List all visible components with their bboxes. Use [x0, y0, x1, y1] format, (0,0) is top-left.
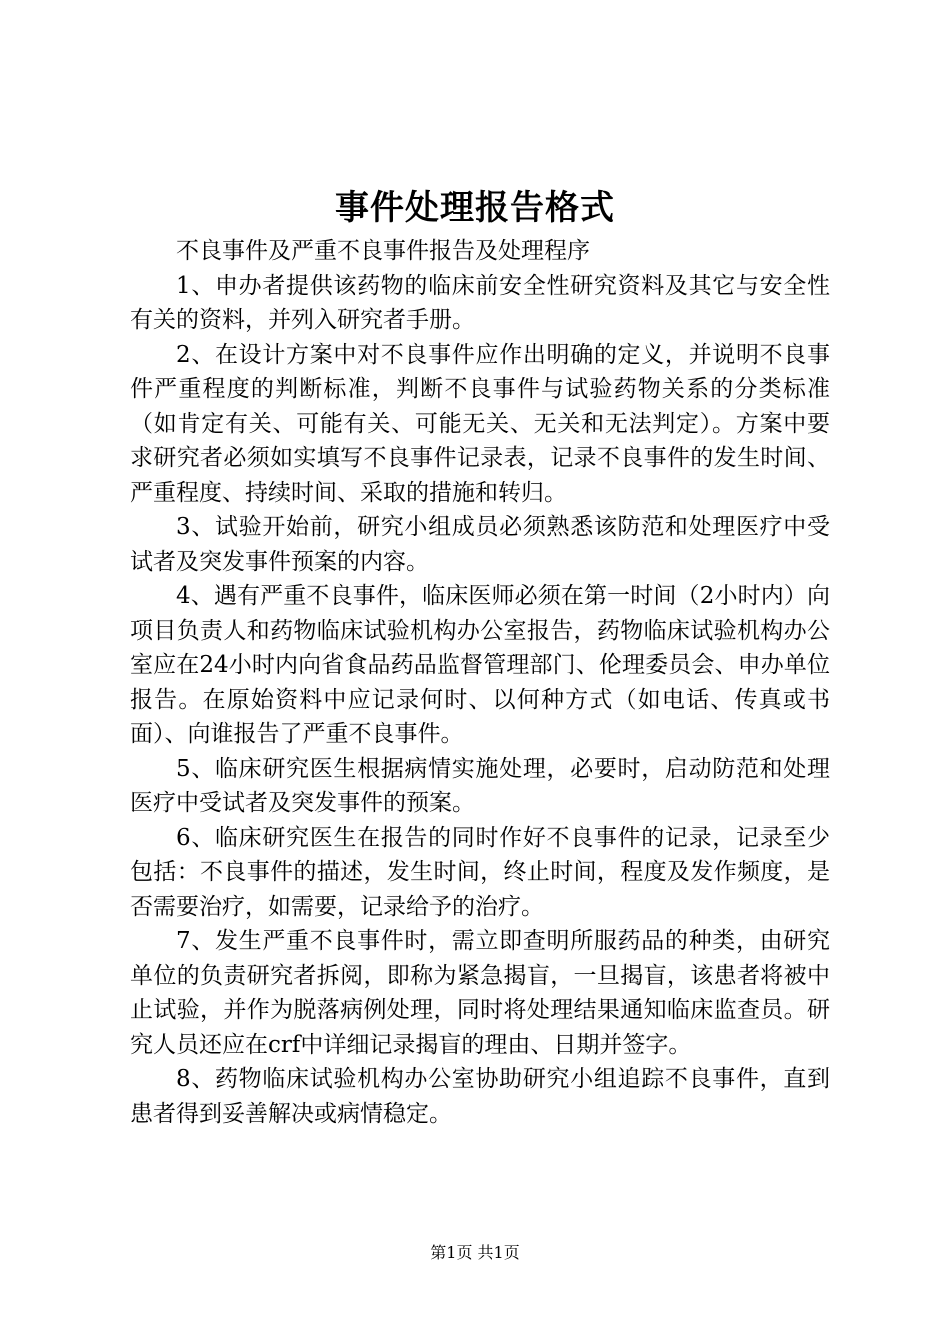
- document-body: [130, 234, 830, 1131]
- paragraph-item-5: 5、临床研究医生根据病情实施处理，必要时，启动防范和处理医疗中受试者及突发事件的预案。: [130, 755, 830, 816]
- page-footer: 第1页 共1页: [430, 1243, 520, 1262]
- paragraph-item-1: 1、申办者提供该药物的临床前安全性研究资料及其它与安全性有关的资料，并列入研究者手册。: [130, 272, 830, 333]
- paragraph-item-3: 3、试验开始前，研究小组成员必须熟悉该防范和处理医疗中受试者及突发事件预案的内容。: [130, 514, 830, 575]
- paragraph-item-6: 6、临床研究医生在报告的同时作好不良事件的记录，记录至少包括：不良事件的描述，发生时间，终止时间，程度及发作频度，是否需要治疗，如需要，记录给予的治疗。: [130, 824, 830, 920]
- paragraph-item-2: 2、在设计方案中对不良事件应作出明确的定义，并说明不良事件严重程度的判断标准，判断不良事件与试验药物关系的分类标准（如肯定有关、可能有关、可能无关、无关和无法判定）。方案中要求研究者必须如实填写不良事件记录表，记录不良事件的发生时间、严重程度、持续时间、采取的措施和转归。: [130, 341, 830, 506]
- paragraph-item-4: 4、遇有严重不良事件，临床医师必须在第一时间（2小时内）向项目负责人和药物临床试验机构办公室报告，药物临床试验机构办公室应在24小时内向省食品药品监督管理部门、伦理委员会、申办单位报告。在原始资料中应记录何时、以何种方式（如电话、传真或书面）、向谁报告了严重不良事件。: [130, 583, 830, 747]
- paragraph-item-8: 8、药物临床试验机构办公室协助研究小组追踪不良事件，直到患者得到妥善解决或病情稳定。: [130, 1066, 830, 1127]
- paragraph-subtitle: 不良事件及严重不良事件报告及处理程序: [176, 238, 590, 264]
- paragraph-item-7: 7、发生严重不良事件时，需立即查明所服药品的种类，由研究单位的负责研究者拆阅，即称为紧急揭盲，一旦揭盲，该患者将被中止试验，并作为脱落病例处理，同时将处理结果通知临床监查员。研究人员还应在crf中详细记录揭盲的理由、日期并签字。: [130, 928, 830, 1058]
- document-title: 事件处理报告格式: [335, 188, 615, 228]
